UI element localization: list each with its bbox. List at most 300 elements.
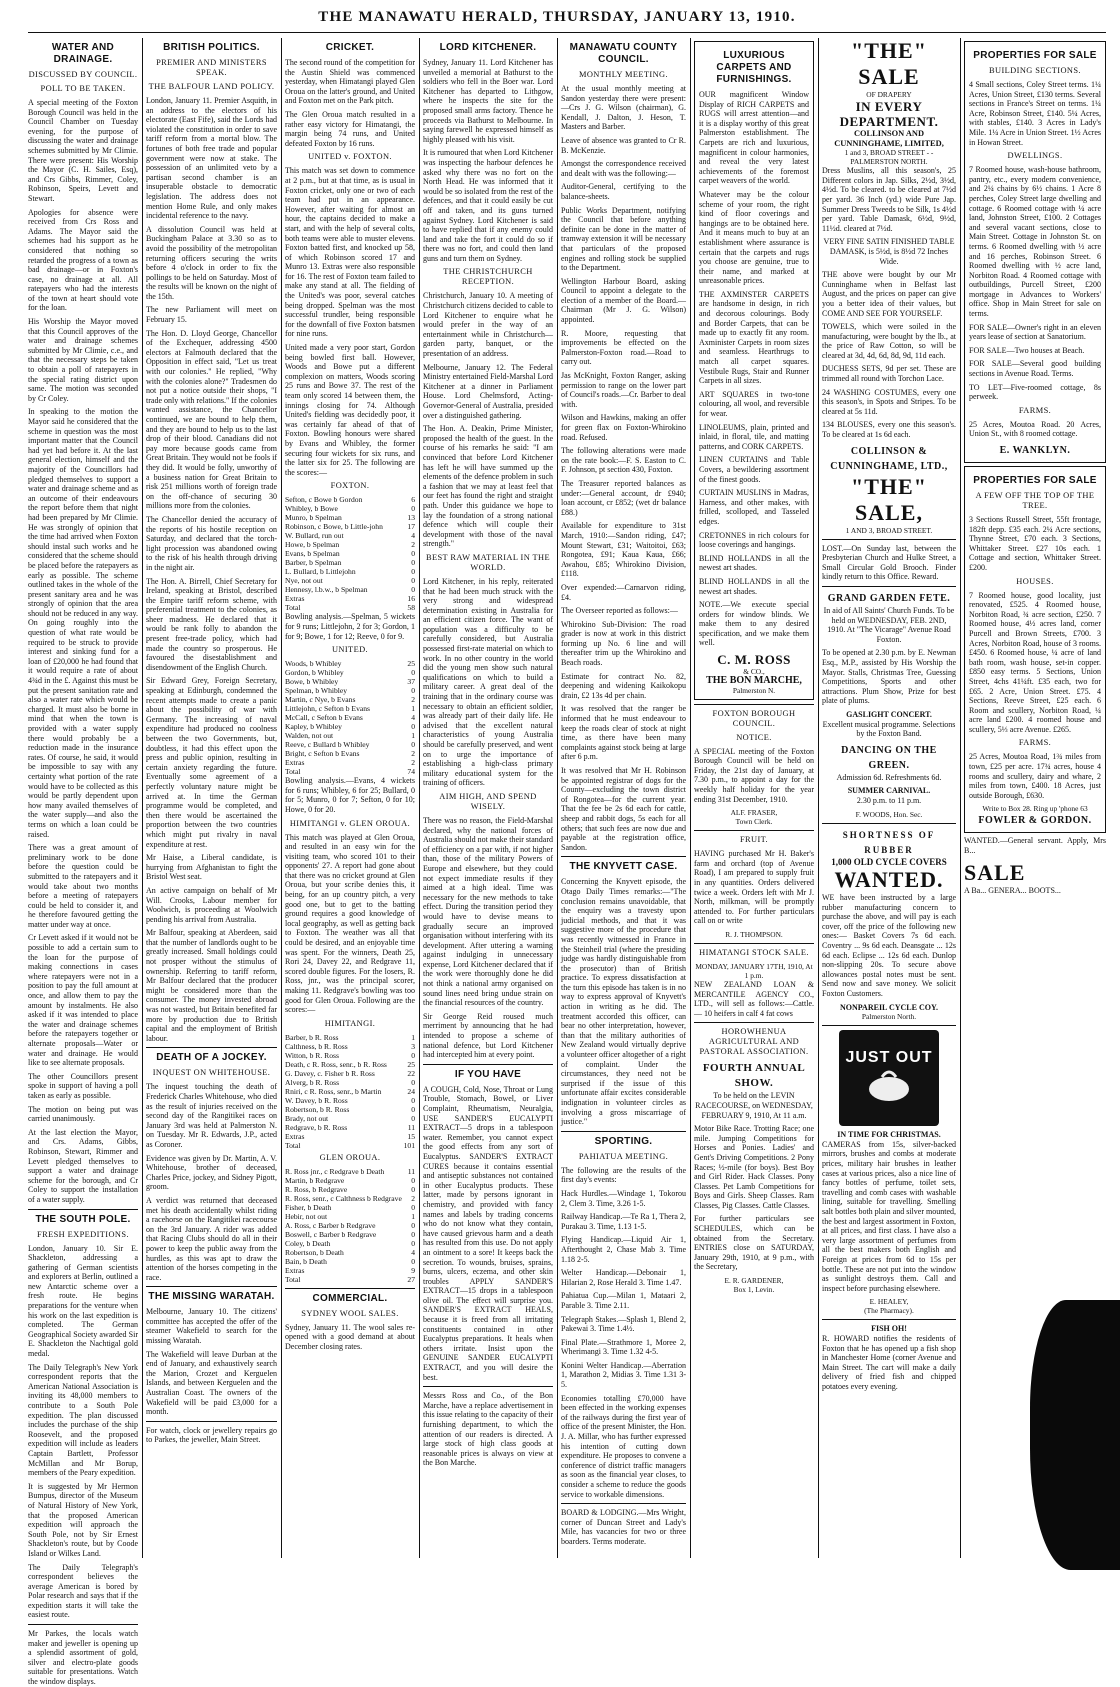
runs: 0	[411, 576, 415, 586]
divider	[561, 1503, 686, 1504]
article-paragraph: London, January 10. Sir E. Shackleton, addressing a gathering of German scientists and explorers at Berlin, outlined a new Antarctic scheme over a fresh route. He begins preparations for the venture when his work on the last expedition is completed. The German Geographical Society awarded Sir E. Shackleton the Nachtigal gold medal.	[28, 1243, 138, 1359]
score-row	[285, 594, 415, 603]
article-paragraph: The Wakefield will leave Durban at the end of January, and exhaustively search the Marion, Crozet and Kerguelen Islands, and between Kerguelen and the Australian Coast. The owners of the Wakefield will be paid £3,000 for a month.	[146, 1349, 277, 1417]
advertisement-text: A COUGH, Cold, Nose, Throat or Lung Trouble, Stomach, Bowel, or Liver Complaint, Rheumatism, Neuralgia, USE SANDER'S EUCALYPTI EXTRACT—5 drops in a tablespoon water. Remember, you cannot expect the good effects from any sort of Eucalyptus. SANDER'S EXTRACT CURES because it contains essential and antiseptic substances not contained in other Eucalyptus products. These latter, made by persons ignorant in chemistry, and provided with fancy names and labels by trading concerns who do not know what they contain, have caused grievous harm and a death has resulted from this use. Do not apply an ointment to a sore! It keeps back the secretion. To wounds, bruises, sprains, burns, ulcers, eczema, and other skin troubles APPLY SANDER'S EXTRACT—15 drops in a tablespoon olive oil. The effect will surprise you. SANDER'S EXTRACT HEALS, because it is freed from all irritating constituents contained in other Eucalyptus preparations. It heals when others irritate. Insist upon the GENUINE SANDER EUCALYPTI EXTRACT, and you will desire the best.	[423, 1084, 553, 1382]
score-row	[285, 713, 415, 722]
race-result: Konini Welter Handicap.—Aberration 1, Marathon 2, Midias 3. Time 1.31 3-5.	[561, 1360, 686, 1390]
article-paragraph: The Daily Telegraph's correspondent believes the average American is bored by Polar research and says that if the expedition starts it will take the easiest route.	[28, 1562, 138, 1620]
property-list: FOR SALE—Owner's right in an eleven years lease of section at Sanatorium.	[969, 322, 1101, 342]
runs: 0	[411, 722, 415, 732]
article-paragraph: Cr Levett asked if it would not be possible to add a certain sum to the loan for the purpose of making connections in cases where ratepayers were not in a position to pay the full amount at once, and allow them to pay the amount by instalments. He also asked if it was intended to place the water and drainage schemes before the ratepayers together or alternate proposals—Water or water and drainage. He would like to see alternate proposals.	[28, 933, 138, 1068]
column-1	[28, 38, 138, 1687]
batsman: Extras	[285, 594, 305, 604]
property-list: 25 Acres, Moutoa Road. 20 Acres, Union St., with 8 roomed cottage.	[969, 419, 1101, 439]
score-row	[285, 558, 415, 567]
batsman: R. Ross jnr., c Redgrave b Death	[285, 1166, 385, 1176]
notice-signature: R. J. THOMPSON.	[725, 929, 783, 939]
christmas-text: CAMERAS from 15s, silver-backed mirrors, brushes and combs at moderate prices, military hair brushes in leather cases at various prices, also a nice line of fancy bottles of perfume, toilet sets, travelling and comb cases with washable lining, suitable for travelling. Smelling salt bottles both plain and silver mounted, the best and largest assortment in Foxton, at all prices, and first class. I have also a very large assortment of perfumes from all the best makers both English and Foreign at prices from 6d to 15s per bottle. These are not put into the window as sunlight destroys them. Call and inspect before purchasing elsewhere.	[822, 1139, 956, 1293]
scorecard-glen-oroua	[285, 1167, 415, 1284]
score-row	[285, 1087, 415, 1096]
score-row	[285, 1185, 415, 1194]
sale-item: DUCHESS SETS, 9d per set. These are trimmed all round with Torchon Lace.	[822, 364, 956, 384]
ad-text: Whatever may be the colour scheme of your room, the right kind of floor coverings and hangings are to be obtained here. And it means much to buy at an establishment where assurance is certain that the carpets and rugs you choose are genuine, true to their name, and marked at unreasonable prices.	[699, 189, 809, 286]
property-list: 7 Roomed house, good locality, just renovated, £525. 4 Roomed house, Norbiton Road, ¾ acre section, £250. 7 Roomed house, 4½ acres land, corner Purcell and Brown Streets, £700. 3 Acres, Norbiton Road, house of 3 rooms. £450. 6 Roomed house, ¼ acre of land bath room, wash house, set-in copper. £850 easy terms. 5 Sections, Union Street, 4chs 41¼ft. £35 each, two for £65. 2 Acre, Union Street. £75. 4 Sections, Reeve Street, £25 each. 6 Room and scullery, Norbiton Road, ¼ acre land £200. 4 roomed house and scullery, 5⅓ acre Avenue. £265.	[969, 590, 1101, 734]
batsman: Redgrave, b R. Ross	[285, 1122, 348, 1132]
notice-text: HAVING purchased Mr H. Baker's farm and orchard (top of Avenue Road), I am prepared to supply fruit in any quantities. Orders delivered twice a week. Orders left with Mr J. North, milkman, will be promptly attended to. For further particulars call on or write	[694, 849, 814, 926]
ad-subtitle: BUILDING SECTIONS.	[989, 66, 1081, 75]
score-row	[285, 767, 415, 776]
ad-title: PROPERTIES FOR SALE	[973, 475, 1097, 486]
sale-firm: COLLINSON & CUNNINGHAME, LTD.,	[830, 445, 948, 472]
ad-text: THE AXMINSTER CARPETS are handsome in design, in rich and decorous colourings. Body and Border Carpets, that can be made up to exactly fit any room. Axminister Carpets in room sizes and seamless. Hearthrugs to match all carpet squares. Vestibule Rugs, Stair and Runner Carpets in all sizes.	[699, 289, 809, 386]
batsman: Rniri, c R. Ross, senr., b Martin	[285, 1086, 382, 1096]
batsman: Barber, b Spelman	[285, 558, 342, 568]
article-paragraph: Bowling analysis.—Evans, 4 wickets for 6 runs; Whibley, 6 for 25; Bullard, 0 for 5; Munro, 0 for 7; Sefton, 0 for 10; Howe, 0 for 20.	[285, 776, 415, 814]
score-row	[285, 522, 415, 531]
classified-ad: BOARD & LODGING.—Mrs Wright, corner of Duncan Street and Lady's Mile, has vacancies for two or three boarders. Terms moderate.	[561, 1508, 686, 1546]
team-heading: FOXTON.	[330, 481, 370, 491]
sale-firm: COLLINSON AND CUNNINGHAME, LIMITED,	[834, 129, 944, 148]
subhead: DISCUSSED BY COUNCIL.	[28, 70, 138, 79]
ad-subtitle: FARMS.	[1018, 405, 1052, 415]
article-paragraph: There was no reason, the Field-Marshal declared, why the national forces of Australia should not make their standard of efficiency on a par with, if not higher than, those of the military Powers of Europe and elsewhere, but they could not expect immediate results if they aimed at a high ideal. Time was necessary for the new methods to take effect. During the transition period they would have to devise means to gradually secure an improved organisation without interfering with its development. After uttering a warning against indulging in unnecessary expense, Lord Kitchener declared that if the work were thoroughly done he did not think a national army organised on sound lines need bring undue strain on the financial resources of the country.	[423, 815, 553, 1008]
runs: 2	[411, 695, 415, 705]
runs: 25	[407, 1059, 415, 1069]
divider	[146, 1047, 277, 1048]
score-row	[285, 1051, 415, 1060]
article-paragraph: R. Moore, requesting that improvements be effected on the Palmerston-Foxton road.—Road to carry out.	[561, 328, 686, 367]
notice-date: MONDAY, JANUARY 17TH, 1910, At 1 p.m.	[695, 961, 813, 980]
batsman: Fisher, b Death	[285, 1202, 332, 1212]
headline-cricket: CRICKET.	[325, 42, 375, 53]
runs: 0	[411, 504, 415, 514]
runs: 4	[411, 531, 415, 541]
sale-item: THE above were bought by our Mr Cunninghame when in Belfast last August, and the prices on paper can give you a better idea of their values, but COME AND SEE FOR YOURSELF.	[822, 270, 956, 318]
runs: 37	[407, 677, 415, 687]
article-paragraph: Available for expenditure to 31st March, 1910:—Sandon riding, £47; Mount Stewart, £31; Waitoitoi, £63; Rongotea, £91; Kaua Kaua, £66; Awahou, £85; Whirokino Division, £118.	[561, 521, 686, 579]
score-row	[285, 1239, 415, 1248]
article-paragraph: Melbourne, January 12. The Federal Ministry entertained Field-Marshal Lord Kitchener at a dinner in Parliament House. Lord Chelmsford, Acting-Governor-General of Australia, presided over a distinguished gathering.	[423, 362, 553, 420]
batsman: Barber, b R. Ross	[285, 1032, 339, 1042]
article-paragraph: The Hon. A. Deakin, Prime Minister, proposed the health of the guest. In the course of his remarks he said: "I am convinced that before Lord Kitchener has left he will have summed up the elements of the defence problem in such a fashion that we may at least feel that our feet has found the right and straight path. Under this guidance we hope to lay the foundation of a strong national defence which will couple their development with those of the naval strength."	[423, 424, 553, 549]
article-paragraph: Leave of absence was granted to Cr R. B. McKenzie.	[561, 135, 686, 155]
runs: 3	[411, 1041, 415, 1051]
batsman: Whibley, b Bowe	[285, 504, 338, 514]
subhead: BEST RAW MATERIAL IN THE WORLD.	[425, 552, 550, 572]
rubber-wanted: WANTED.	[834, 867, 944, 893]
fish-title: FISH OH!	[871, 1324, 907, 1334]
rubber-firm: NONPAREIL CYCLE COY.	[839, 1002, 938, 1012]
runs: 4	[411, 713, 415, 723]
article-paragraph: Bowling analysis.—Spelman, 5 wickets for 9 runs; Littlejohn, 2 for 3; Gordon, 1 for 9; Bowe, 1 for 12; Reeve, 0 for 9.	[285, 612, 415, 641]
masthead: THE MANAWATU HERALD, THURSDAY, JANUARY 13, 1910.	[318, 9, 796, 25]
batsman: Extras	[285, 758, 305, 768]
column-rule	[142, 38, 143, 1558]
sale-item: Dress Muslins, all this season's, 25 Different colors in Jap. Silks, 2½d, 3½d, 4½d. To be cleared. to be cleared at 7½d per yard. 36 Inch (yd.) wide Pure Jap. Summer Dress Tweeds to be Silk, 1s 4½d per yard. Table Damask, 6½d, 9½d, 11½d. cleared at 7½d.	[822, 166, 956, 233]
fete-text: 2.30 p.m. to 11 p.m.	[856, 795, 922, 805]
sale-headline: "THE" SALE	[851, 38, 927, 89]
article-paragraph: The Hon. D. Lloyd George, Chancellor of the Exchequer, addressing 4500 electors at Falmouth declared that the Opposition in effect said, "Let us treat with our colonies." He replied, "Why with the colonies alone?" Tradesmen do not put a notice outside their shops, "I trade only with relations." If the colonies wanted assistance, the Chancellor continued, we are bound to help them, and they are bound to help us to the last drop of their blood. Canadians did not pay more because goods came from Great Britain. They would not be fools if they did. It would be folly, unworthy of a business nation for Great Britain to risk 251 millions worth of foreign trade on the off-chance of securing 30 millions more from the colonies.	[146, 328, 278, 511]
column-6	[694, 38, 814, 1558]
runs: 101	[403, 1140, 415, 1150]
score-row	[285, 549, 415, 558]
runs: 1	[411, 1211, 415, 1221]
column-4	[423, 38, 553, 1558]
column-7	[822, 38, 956, 1558]
batsman: W. Bullard, run out	[285, 531, 344, 541]
article-paragraph: Mr Balfour, speaking at Aberdeen, said that the number of landlords ought to be greatly increased. Small holdings could not prosper without the stimulus of ownership. Referring to tariff reform, Mr Balfour declared that the producer might be considered more than the consumer. The money invested abroad was not wasted, but Britain benefited far more by production due to British capital and the employment of British labour.	[146, 928, 277, 1043]
article-paragraph: A dissolution Council was held at Buckingham Palace at 3.30 so as to avoid the possibility of the metropolitan returning officers securing the writs before 4 o'clock in order to fix the pollings to be held on Saturday. Most of the results will be known on the night of the 15th.	[146, 224, 277, 301]
batsman: Extras	[285, 1131, 305, 1141]
column-3	[285, 38, 415, 1558]
ad-town: Palmerston N.	[732, 685, 776, 695]
runs: 25	[407, 659, 415, 669]
score-row	[285, 1194, 415, 1203]
article-paragraph: Jas McKnight, Foxton Ranger, asking permission to range on the lower part of Council's roads.—Cr. Barber to deal with.	[561, 371, 686, 409]
bag-icon	[864, 1063, 914, 1103]
race-result: Railway Handicap.—Te Ra 1, Thera 2, Purakau 3. Time, 1.13 1-5.	[561, 1212, 686, 1231]
batsman: Walden, not out	[285, 731, 334, 741]
runs: 0	[411, 1220, 415, 1230]
notice-subtitle: NOTICE.	[736, 732, 772, 742]
score-row	[285, 1069, 415, 1078]
runs: 9	[411, 1265, 415, 1275]
notice-paragraph: Mr Parkes, the locals watch maker and jeweller is opening up a splendid assortment of gold, silver and electro-plate goods suitable for presentations. Watch the window displays.	[28, 1629, 138, 1687]
ad-properties-fowler	[964, 466, 1106, 833]
article-paragraph: Mr Haise, a Liberal candidate, is hurrying from Afghanistan to fight the Bristol West seat.	[146, 853, 277, 882]
notice-title: FRUIT.	[739, 835, 769, 845]
subhead: FRESH EXPEDITIONS.	[37, 1229, 129, 1239]
batsman: Bright, c Sefton b Evans	[285, 749, 360, 759]
ad-text: CURTAIN MUSLINS in Madras, Harness, and other makes, with frilled, scolloped, and Tasseled edges.	[699, 488, 809, 526]
column-rule	[960, 38, 961, 1558]
headline-manawatu-county: MANAWATU COUNTY COUNCIL.	[569, 42, 678, 65]
score-row	[285, 704, 415, 713]
divider	[822, 539, 956, 540]
batsman: Witton, b R. Ross	[285, 1050, 339, 1060]
sale-item: 134 BLOUSES, every one this season's. To be cleared at 1s 6d each.	[822, 420, 956, 440]
property-list: FOR SALE—Several good building sections in Avenue Road. Terms.	[969, 359, 1101, 379]
subhead: MONTHLY MEETING.	[579, 70, 668, 79]
masthead-rule	[28, 32, 1106, 33]
runs: 74	[407, 767, 415, 777]
rubber-town: Palmerston North.	[861, 1012, 917, 1022]
divider	[146, 1421, 277, 1422]
article-paragraph: Over expended:—Carnarvon riding, £4.	[561, 582, 686, 602]
batsman: Littlejohn, c Sefton b Evans	[285, 704, 370, 714]
batsman: Boswell, c Barber b Redgrave	[285, 1229, 377, 1239]
batsman: Hebir, not out	[285, 1211, 328, 1221]
batsman: Gordon, b Whibley	[285, 668, 344, 678]
batsman: Alverg, b R. Ross	[285, 1077, 340, 1087]
batsman: Robertson, b R. Ross	[285, 1104, 350, 1114]
notice-paragraph: For watch, clock or jewellery repairs go to Parkes, the jeweller, Main Street.	[146, 1425, 277, 1445]
score-row	[285, 603, 415, 612]
subhead: POLL TO BE TAKEN.	[40, 84, 126, 93]
fete-carnival: SUMMER CARNIVAL.	[847, 786, 931, 796]
article-paragraph: The new Parliament will meet on February 15.	[146, 305, 277, 325]
article-paragraph: An active campaign on behalf of Mr Will. Crooks, Labour member for Woolwich, is proceeding at Woolwich pending his arrival from Australia.	[146, 885, 277, 924]
score-row	[285, 1123, 415, 1132]
divider	[822, 823, 956, 824]
article-paragraph: Estimate for contract No. 82, deepening and widening Kaikokopu drain, £2 13s 4d per chain.	[561, 671, 686, 700]
article-paragraph: Whirokino Sub-Division: The road grader is now at work in this district forming up No. 6 line and will thereafter trim up the Whirokino and Beach roads.	[561, 619, 686, 668]
team-heading: UNITED.	[331, 645, 369, 655]
article-paragraph: United made a very poor start, Gordon being bowled first ball. However, Woods and Bowe put a different complexion on matters, Woods scoring 25 runs and Bowe 37. The rest of the team only scored 14 between them, the innings closing for 74. Although United's fielding was decidedly poor, it was certainly far ahead of that of Foxton. Bowling honours were shared by Evans and Whibley, the former securing four wickets for six runs, and the latter six for 25. The following are the scores:—	[285, 343, 415, 477]
runs: 27	[407, 1274, 415, 1284]
subhead: PREMIER AND MINISTERS SPEAK.	[156, 58, 267, 77]
runs: 13	[407, 513, 415, 523]
article-paragraph: At the usual monthly meeting at Sandon yesterday there were present:—Crs J. G. Wilson (chairman), G. Kendall, J. Dalton, J. Heson, T. Masters and Barber.	[561, 84, 686, 132]
divider	[28, 1624, 138, 1625]
article-paragraph: This match was played at Glen Oroua, and resulted in an easy win for the visiting team, who scored 101 to their opponents' 27. A report had gone about that there was no cricket ground at Glen Oroua, but your scribe denies this, it being, for an up country pitch, a very good one, but to get to the batting ground requires a good knowledge of local geography, as well as getting back to Foxton. The weather was all that could be desired, and an enjoyable time was spent. For the winners, Death 25, Rori 24, Davey 22, and Redgrave 11, scored double figures. For the losers, R. Ross, jnr., was the principal scorer, making 11. Redgrave's bowling was too good for Glen Oroua. Following are the scores:—	[285, 832, 415, 1015]
headline-commercial: COMMERCIAL.	[312, 1292, 388, 1304]
divider	[28, 1209, 138, 1210]
batsman: L. Bullard, b Littlejohn	[285, 567, 356, 577]
batsman: Woods, b Whibley	[285, 659, 342, 669]
headline-lord-kitchener: LORD KITCHENER.	[439, 42, 537, 53]
runs: 0	[411, 740, 415, 750]
ad-shop-name: THE BON MARCHE,	[706, 675, 802, 687]
runs: 24	[407, 1086, 415, 1096]
sale-fragment: SALE	[964, 859, 1026, 885]
score-row	[285, 585, 415, 594]
race-result: Hack Hurdles.—Windage 1, Tokorou 2, Clem 3. Time, 3.26 1-5.	[561, 1188, 686, 1208]
fete-concert: GASLIGHT CONCERT.	[846, 709, 932, 719]
batsman: Total	[285, 1274, 301, 1284]
headline-death-of-jockey: DEATH OF A JOCKEY.	[156, 1052, 267, 1064]
score-row	[285, 531, 415, 540]
score-row	[285, 749, 415, 758]
score-row	[285, 686, 415, 695]
subhead: SYDNEY WOOL SALES.	[301, 1308, 399, 1318]
score-row	[285, 1203, 415, 1212]
batsman: Spelman, b Whibley	[285, 686, 348, 696]
batsman: Calthness, b R. Ross	[285, 1041, 348, 1051]
ad-carpets	[694, 41, 814, 700]
batsman: Martin, b Redgrave	[285, 1175, 345, 1185]
batsman: McCall, c Sefton b Evans	[285, 713, 363, 723]
batsman: Death, c R. Ross, senr., b R. Ross	[285, 1059, 387, 1069]
batsman: G. Davey, c. Fisher b R. Ross	[285, 1068, 375, 1078]
property-list: 25 Acres, Moutoa Road, 1¾ miles from town, £25 per acre. 17¾ acres, house 4 rooms and scullery, dairy and whare, 2 miles from town, £400. 18 Acres, just outside Borough, £630.	[969, 752, 1101, 800]
race-result: Welter Handicap.—Debonair 1, Hilarian 2, Rose Herald 3. Time 1.47.	[561, 1268, 686, 1287]
divider	[423, 1064, 553, 1065]
ink-damage	[1030, 1300, 1120, 1570]
score-row	[285, 659, 415, 668]
runs: 0	[411, 1229, 415, 1239]
batsman: R. Ross, senr., c Calthness b Redgrave	[285, 1193, 402, 1203]
score-row	[285, 731, 415, 740]
batsman: Martin, c Nye, b Evans	[285, 695, 356, 705]
column-2	[146, 38, 277, 1558]
batsman: Brady, not out	[285, 1113, 329, 1123]
batsman: Bowe, b Whibley	[285, 677, 339, 687]
headline-missing-waratah: THE MISSING WARATAH.	[148, 1291, 275, 1303]
score-row	[285, 695, 415, 704]
score-row	[285, 1141, 415, 1150]
notice-text: Motor Bike Race. Trotting Race; one mile. Jumping Competitions for Horses and Ponies. Ladies' and Gent's Driving Competitions. 2 Pony Races; ½-mile (for boys). Best Boy and Girl Rider. Hack Classes. Pony Classes. Pet Lamb Competitions for Boys and Girls. Sheep Classes. Ram Classes, Pig Classes. Cattle Classes.	[694, 1124, 814, 1210]
divider	[822, 586, 956, 587]
runs: 58	[407, 603, 415, 613]
score-row	[285, 1132, 415, 1141]
runs: 0	[411, 1175, 415, 1185]
score-row	[285, 495, 415, 504]
christmas-heading: IN TIME FOR CHRISTMAS.	[837, 1130, 941, 1140]
classified-ad: WANTED.—General servant. Apply, Mrs B...	[964, 836, 1106, 856]
runs: 0	[411, 1238, 415, 1248]
subhead: INQUEST ON WHITEHOUSE.	[152, 1068, 271, 1078]
divider	[694, 1022, 814, 1023]
divider	[561, 1131, 686, 1132]
runs: 0	[411, 1113, 415, 1123]
runs: 0	[411, 1050, 415, 1060]
notice-signature: E. R. GARDENER,	[724, 1276, 784, 1286]
batsman: Sefton, c Bowe b Gordon	[285, 495, 363, 505]
article-paragraph: Sir Edward Grey, Foreign Secretary, speaking at Edinburgh, condemned the recent attempts made to create a panic about the possibility of war with Germany. The increasing of naval expenditure had produced no coolness between the two Governments, but, doubtless, it had this effect upon the press and public opinion, resulting in certain anxiety regarding the future. Eventually some agreement of a perfectly voluntary nature might be arrived at. In time the German programme would be completed, and then there would be ascertained the proportion between the two countries which might put rivalry in naval expenditure at rest.	[146, 676, 277, 849]
article-paragraph: A special meeting of the Foxton Borough Council was held in the Council Chamber on Tuesday evening, for the purpose of discussing the water and drainage schemes submitted by Mr Climie. There were present: His Worship the Mayor (C. H. Sailes, Esq), and Crs Gibbs, Rimmer, Coley, Robinson, Speirs, Levett and Stewart.	[28, 98, 138, 203]
notice-text: For further particulars see SCHEDULES, which can be obtained from the Secretary. ENTRIES close on SATURDAY, January 29th, 1910, at 9 p.m., with the Secretary,	[694, 1214, 814, 1272]
runs: 0	[411, 549, 415, 559]
runs: 0	[411, 686, 415, 696]
divider	[285, 1288, 415, 1289]
runs: 4	[411, 1247, 415, 1257]
article-paragraph: It is rumoured that when Lord Kitchener was inspecting the harbour defences he asked why there was no fort on the North Head. He was informed that it would be so isolated from the rest of the defences, and that it could easily be cut off and taken, and its guns turned against Sydney. Lord Kitchener is said to have replied that if any enemy could land and take the fort it could do so if there was no fort, and could then land guns and turn them on Sydney.	[423, 148, 553, 263]
article-paragraph: The following are the results of the first day's events:	[561, 1165, 686, 1185]
batsman: Bain, b Death	[285, 1256, 327, 1266]
article-paragraph: Lord Kitchener, in his reply, reiterated that he had been much struck with the very strong and widespread determination existing in Australia for an efficient citizen force. The want of population was a difficulty to be carefully considered, but Australia possessed first-rate material on which to work. In no other country in the world did the young men show such natural qualifications on which to build a military career. A great deal of the training that in the ordinary course was necessary to obtain an efficient soldier, was already part of their daily life. He advised that the excellent natural characteristics of young Australia should be carefully preserved, and went on to urge the importance of establishing a high-class primary military educational system for the training of officers.	[423, 576, 553, 788]
notice-title: FOXTON BOROUGH COUNCIL.	[712, 708, 796, 728]
article-paragraph: The Hon. A. Birrell, Chief Secretary for Ireland, speaking at Bristol, described the Empire tariff reform scheme, with preferential treatment to the colonies, as sheer madness. He declared that it would be rank folly to abandon the present free-trade policy, which had made the country so prosperous. He favoured the disestablishment and disendowment of the English Church.	[146, 576, 277, 672]
scorecard-foxton	[285, 495, 415, 612]
sale-address: 1 AND 3, BROAD STREET.	[845, 525, 933, 535]
runs: 16	[407, 594, 415, 604]
rubber-sub: 1,000 OLD CYCLE COVERS	[831, 856, 947, 867]
article-paragraph: London, January 11. Premier Asquith, in an address to the electors of his electorate (East Fife), said the Lords had violated the constitution in order to save tariff reform from a mortal blow. The fortunes of both free trade and popular government were now at stake. The possession of an unlimited veto by a partisan second chamber is an insuperable obstacle to democratic legislation. The address does not mention Home Rule, and only makes incidental reference to the navy.	[146, 96, 277, 221]
article-paragraph: Auditor-General, certifying to the balance-sheets.	[561, 182, 686, 201]
ad-title: LUXURIOUS CARPETS AND FURNISHINGS.	[716, 50, 792, 85]
just-out-logo	[839, 1030, 939, 1126]
runs: 17	[407, 522, 415, 532]
ad-title: PROPERTIES FOR SALE	[973, 50, 1097, 61]
runs: 0	[411, 1256, 415, 1266]
divider	[694, 704, 814, 705]
column-rule	[281, 38, 282, 1558]
score-row	[285, 677, 415, 686]
ad-text: OUR magnificent Window Display of RICH CARPETS and RUGS will arrest attention—and it is a display worthy of this great Palmerston establishment. The Carpets are rich and luxurious, magnificent in colour harmonies, and reveal the very latest achievements of the foremost carpet weavers of the world.	[699, 90, 809, 186]
article-paragraph: There was a great amount of preliminary work to be done before the question could be submitted to the ratepayers and it would take about two months before a meeting of ratepayers could be held to consider it, and he therefore favoured getting the matter under way at once.	[28, 843, 138, 929]
scorecard-united	[285, 659, 415, 776]
article-paragraph: Public Works Department, notifying the Council that before anything definite can be done in the matter of tramway extension it will be necessary that particulars of the proposed engines and rolling stock be supplied to the Department.	[561, 205, 686, 273]
notice-text: To be held on the LEVIN RACECOURSE, on WEDNESDAY, FEBRUARY 9, 1910, At 11 a.m.	[695, 1091, 813, 1120]
score-row	[285, 1060, 415, 1069]
sale-every-dept: IN EVERY DEPARTMENT.	[839, 99, 939, 129]
subhead: THE BALFOUR LAND POLICY.	[148, 82, 275, 91]
runs: 2	[411, 758, 415, 768]
ad-properties-wanklyn	[964, 41, 1106, 463]
score-row	[285, 567, 415, 576]
runs: 0	[411, 1184, 415, 1194]
article-paragraph: In speaking to the motion the Mayor said he considered that the scheme in question was the most important matter that the Council had yet had before it. At the last general election, himself and the majority of the Councillors had pledged themselves to support a water and drainage scheme and as an outcome of their endeavours the report before them that night had been prepared by Mr Climie. He was strongly of opinion that the time had arrived when Foxton should instal such works and he considered that the scheme should be placed before the ratepayers as early as possible. The scheme outlined takes in the whole of the present sanitary area and he was strongly of opinion that the area should not be reduced in any way. On going roughly into the question of what rate would be required to be struck to provide interest and sinking fund for a loan of £20,000 he had found that it would require a rate of about 4¾d in the £. Against this must be put the present sanitation rate and also a water rate which would be charged. It must also be borne in mind that when the town is provided with a water supply there would probably be a reduction made in the insurance rates. Of course, he said, it would be impossible to say with any certainty what portion of the rate would have to be collected as this would be partly dependent upon how many availed themselves of the water supply—and also the terms on which a loan could be raised.	[28, 407, 138, 839]
show-title: FOURTH ANNUAL SHOW.	[702, 1062, 806, 1090]
article-paragraph: Melbourne, January 10. The citizens' committee has accepted the offer of the steamer Wakefield to search for the missing Waratah.	[146, 1307, 277, 1346]
article-paragraph: Wellington Harbour Board, asking Council to appoint a delegate to the election of a member of the Board.—Chairman (Mr J. G. Wilson) appointed.	[561, 276, 686, 325]
ad-text: LINEN CURTAINS and Table Covers, a bewildering assortment of the finest goods.	[699, 455, 809, 484]
ad-signature: FOWLER & GORDON.	[978, 815, 1092, 827]
runs: 0	[411, 567, 415, 577]
score-row	[285, 1114, 415, 1123]
article-paragraph: The second round of the competition for the Austin Shield was commenced yesterday, when Himatangi played Glen Oroua on the latter's ground, and United and Foxton met on the Park pitch.	[285, 58, 415, 106]
ad-subtitle: A FEW OFF THE TOP OF THE TREE.	[975, 491, 1095, 510]
score-row	[285, 1167, 415, 1176]
fete-title: GRAND GARDEN FETE.	[827, 593, 951, 604]
batsman: R. Ross, b Redgrave	[285, 1184, 348, 1194]
headline-british-politics: BRITISH POLITICS.	[163, 42, 260, 53]
fete-text: In aid of All Saints' Church Funds. To be held on WEDNESDAY, FEB. 2ND, 1910. At "The Vicarage" Avenue Road Foxton.	[823, 606, 955, 644]
ad-heading-if-you-have: IF YOU HAVE	[454, 1068, 522, 1080]
sale-item: TOWELS, which were soiled in the manufacturing, were bought by the lb., at the price of Raw Cotton, so will be cleared at 3d, 4d, 6d, 8d, 9d, 11d each.	[822, 322, 956, 360]
score-row	[285, 1212, 415, 1221]
batsman: A. Ross, c Barber b Redgrave	[285, 1220, 376, 1230]
batsman: Nye, not out	[285, 576, 323, 586]
ad-firm-name: C. M. ROSS	[717, 652, 791, 668]
subhead: UNITED v. FOXTON.	[308, 152, 392, 162]
runs: 0	[411, 1104, 415, 1114]
article-paragraph: Concerning the Knyvett episode, the Otago Daily Times remarks:—"The conclusion remains unavoidable, that the enquiry was a travesty upon judicial methods, and that it was suggestive more of the procedure that was recently witnessed in France in the Steinheil trial (where the presiding judge was hardly distinguishable from the prosecutor) than of British practice. To express dissatisfaction at the turn this episode has taken is in no way to express approval of Knyvett's action in writing as he did. The treatment accorded this officer, can bear no other interpretation, however, than that the military authorities of New Zealand would virtually deprive a volunteer officer altogether of a right of complaint. Under the circumstances, they need not be surprised if the issue of this unfortunate affair excites considerable indignation in volunteer circles as involving a gross miscarriage of justice."	[561, 877, 686, 1127]
score-row	[285, 576, 415, 585]
article-paragraph: The Overseer reported as follows:—	[561, 606, 678, 616]
christmas-signature: E. HEALEY,	[869, 1297, 909, 1307]
sale-item: VERY FINE SATIN FINISHED TABLE DAMASK, is 5½d, is 8½d 72 Inches Wide.	[823, 237, 955, 266]
column-rule	[690, 38, 691, 1558]
runs: 0	[411, 585, 415, 595]
sale-item: 24 WASHING COSTUMES, every one this season's, in Spots and Stripes. To be cleared at 5s 11d.	[822, 387, 956, 416]
article-paragraph: Christchurch, January 10. A meeting of Christchurch citizens decided to cable to Lord Kitchener to enquire what he would prefer in the way of an entertainment while in Christchurch—garden party, banquet, or the presentation of an address.	[423, 291, 553, 359]
score-row	[285, 1078, 415, 1087]
headline-knyvett-case: THE KNYVETT CASE.	[569, 861, 678, 873]
runs: 1	[411, 731, 415, 741]
property-list: 7 Roomed house, wash-house bathroom, pantry, etc., every modern convenience, and 2¼ chains by 6½ chains. 1 Acre 8 perches, Coley Street large dwelling and cottage. 6 Roomed cottage with ¼ acre land, Johnston Street, £100. 2 Cottages and several vacant sections, close to Main Street. Cottage in Johnston St. on terms. 6 Roomed dwelling with ½ acre and 16 perches, Robinson Street. 6 Roomed dwelling with ½ acre land, Norbiton Road. 4 Roomed cottage with outbuildings, Purcell Street, £200 mortgage in Advances to Workers' office. Shop in Main Street for sale on terms.	[969, 165, 1101, 319]
ad-text: BLIND HOLLANDS in all the newest art shades.	[699, 576, 809, 596]
score-row	[285, 504, 415, 513]
runs: 0	[411, 1095, 415, 1105]
score-row	[285, 1033, 415, 1042]
article-paragraph: Apologies for absence were received from Crs Ross and Adams. The Mayor said the schemes had his support as he considered that nothing so retarded the progress of a town as bad drainage—or in Foxton's case, no drainage at all. All ratepayers who had the interests of the town at heart should vote for the loan.	[28, 207, 138, 313]
runs: 2	[411, 1193, 415, 1203]
lost-notice: LOST.—On Sunday last, between the Presbyterian Church and Hulke Street, a Small Circular Gold Brooch. Finder kindly return to this Office. Reward.	[822, 543, 956, 582]
divider	[561, 856, 686, 857]
score-row	[285, 513, 415, 522]
fete-dance: DANCING ON THE GREEN.	[841, 744, 937, 771]
article-paragraph: The Glen Oroua match resulted in a rather easy victory for Himatangi, the margin being 74 runs, and United defeated Foxton by 16 runs.	[285, 109, 415, 148]
batsman: Total	[285, 1140, 301, 1150]
runs: 2	[411, 749, 415, 759]
article-paragraph: Sydney, January 11. The wool sales re-opened with a good demand at about December closing rates.	[285, 1322, 415, 1351]
fish-text: R. HOWARD notifies the residents of Foxton that he has opened up a fish shop in Manchester Home (corner Avenue and Main Street. The cart will make a daily delivery of fried fish and chipped potatoes every evening.	[822, 1333, 956, 1391]
article-paragraph: The motion on being put was carried unanimously.	[28, 1104, 138, 1124]
property-list: FOR SALE—Two houses at Beach.	[969, 345, 1085, 355]
sale-headline: "THE" SALE,	[851, 473, 927, 525]
notice-text: A SPECIAL meeting of the Foxton Borough Council will be held on Friday, the 21st day of January, at 7.30 p.m., to appoint a day for the weekly half holiday for the year ending 31st December, 1910.	[694, 746, 814, 804]
batsman: Munro, b Spelman	[285, 513, 342, 523]
runs: 0	[411, 668, 415, 678]
sale-address: 1 and 3, BROAD STREET - - PALMERSTON NORTH.	[844, 148, 934, 167]
score-row	[285, 722, 415, 731]
ad-text: NOTE.—We execute special orders for window blinds. We make them to any desired specification, and we make them well.	[699, 600, 809, 648]
ad-subtitle: FARMS.	[1018, 738, 1052, 748]
article-paragraph: It is suggested by Mr Hermon Bumpus, director of the Museum of Natural History of New York, that the proposed American expedition will approach the South Pole, not by Sir Ernest Shackleton's route, but by Coode Island or Wilkes Land.	[28, 1481, 138, 1558]
batsman: Total	[285, 767, 301, 777]
